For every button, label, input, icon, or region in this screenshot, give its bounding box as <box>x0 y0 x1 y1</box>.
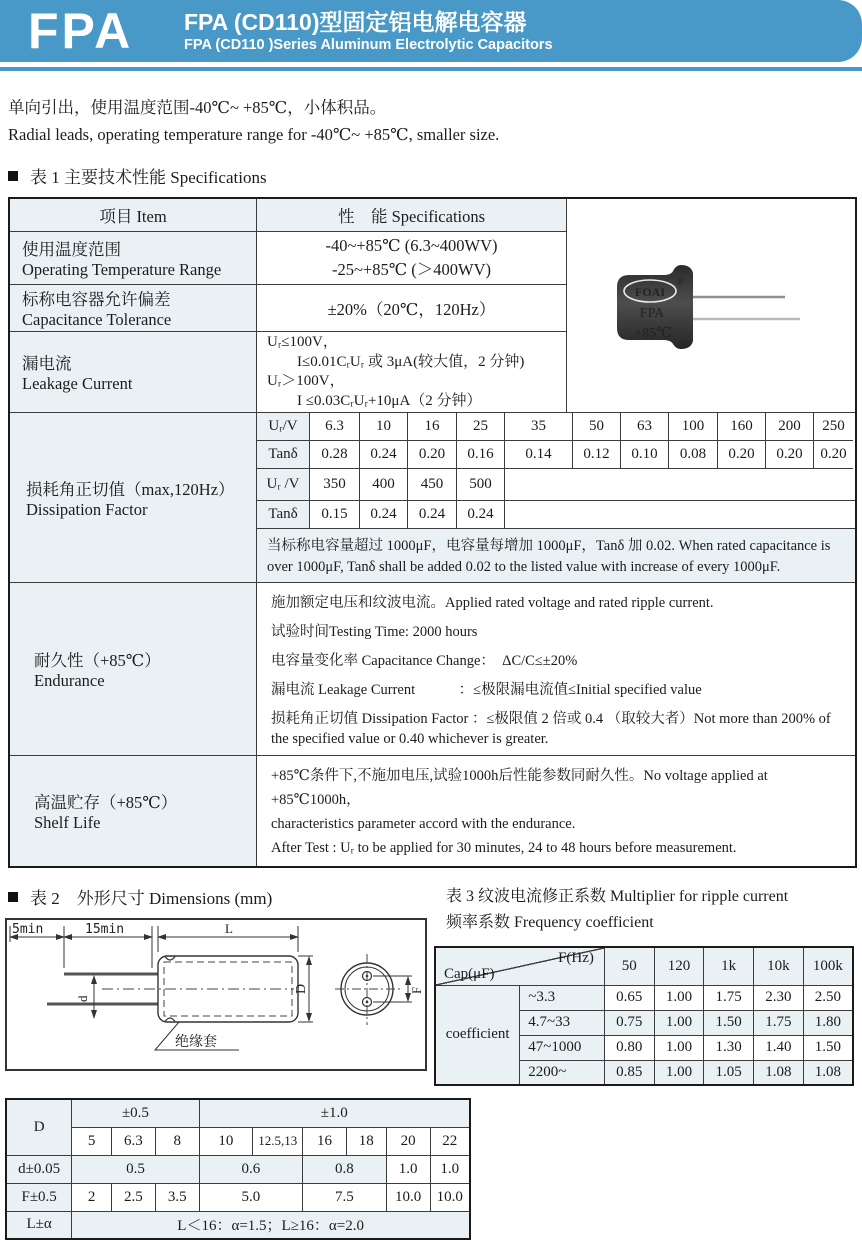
dimension-drawing <box>7 920 425 1069</box>
table-cell: 0.24 <box>408 501 457 529</box>
capacitor-photo-cell <box>567 199 855 412</box>
l-tolerance-rule: L＜16：α=1.5；L≥16：α=2.0 <box>72 1211 470 1239</box>
table-cell: 400 <box>360 469 408 501</box>
diameter-value: 16 <box>303 1127 347 1155</box>
table-cell: 1.80 <box>803 1010 853 1035</box>
table1-top-section <box>10 199 855 413</box>
capacitor-photo <box>567 201 855 411</box>
table-cell: 1.00 <box>654 1035 704 1060</box>
table-row <box>6 1183 470 1211</box>
cap-axis-label: Cap(μF) <box>444 965 495 982</box>
dimensions-block <box>0 884 434 1086</box>
voltage-header: Uᵣ /V <box>257 469 310 501</box>
freq-header: 100k <box>803 947 853 985</box>
coefficient-label: coefficient <box>435 985 520 1085</box>
endurance-label-zh: 耐久性（+85℃） <box>34 651 161 670</box>
voltage-header: Uᵣ/V <box>257 413 310 441</box>
temp-range-value-2: -25~+85℃ (＞400WV) <box>331 260 492 279</box>
dimension-drawing-box <box>5 918 427 1071</box>
table-cell: 1.08 <box>753 1060 803 1085</box>
freq-header: 10k <box>753 947 803 985</box>
table-cell: 1.75 <box>753 1010 803 1035</box>
table-cell: 35 <box>505 413 573 441</box>
table-cell: 5.0 <box>199 1183 303 1211</box>
table-cell: 350 <box>310 469 360 501</box>
table-cell: 0.10 <box>621 441 669 469</box>
intro-line-zh: 单向引出，使用温度范围-40℃~ +85℃，小体积品。 <box>8 98 387 117</box>
table1-heading-text: 表 1 主要技术性能 Specifications <box>30 168 267 187</box>
table-cell: 0.85 <box>604 1060 654 1085</box>
registered-mark: ® <box>676 276 684 288</box>
table-cell: 10.0 <box>386 1183 430 1211</box>
dim-F-label: F <box>409 986 424 994</box>
brand-text: FOAI <box>635 284 665 299</box>
tolerance-small: ±0.5 <box>72 1099 199 1127</box>
table-cell: 0.24 <box>457 501 505 529</box>
endurance-content <box>257 583 855 755</box>
shelf-label-en: Shelf Life <box>34 813 101 832</box>
table-cell: 0.75 <box>604 1010 654 1035</box>
section-2 <box>0 884 862 1086</box>
cap-range: 47~1000 <box>520 1035 605 1060</box>
freq-axis-label: F(Hz) <box>558 950 594 966</box>
ripple-block <box>434 884 855 1086</box>
diameter-value: 18 <box>346 1127 386 1155</box>
table1-heading <box>8 163 862 188</box>
diameter-value: 12.5,13 <box>253 1127 303 1155</box>
table-cell: 1.40 <box>753 1035 803 1060</box>
table-cell: 1.0 <box>386 1155 430 1183</box>
table-cell: 0.12 <box>573 441 621 469</box>
tolerance-value: ±20%（20℃，120Hz） <box>257 285 567 332</box>
table-row <box>435 985 853 1010</box>
table-cell: 1.05 <box>704 1060 754 1085</box>
table-cell: 1.08 <box>803 1060 853 1085</box>
table-cell: 250 <box>814 413 853 441</box>
dissipation-label-en: Dissipation Factor <box>26 499 148 519</box>
column-header-spec: 性 能 Specifications <box>257 199 567 232</box>
leakage-label-zh: 漏电流 <box>22 354 72 373</box>
freq-header: 1k <box>704 947 754 985</box>
table-row <box>6 1211 470 1239</box>
table-cell: 1.50 <box>803 1035 853 1060</box>
table-cell: 2 <box>72 1183 112 1211</box>
table-cell: 0.20 <box>766 441 814 469</box>
tan-row-1 <box>257 441 855 469</box>
tolerance-large: ±1.0 <box>199 1099 470 1127</box>
table-row <box>6 1099 470 1127</box>
leakage-line-2: I≤0.01CᵣUᵣ 或 3μA(较大值，2 分钟) <box>297 353 525 370</box>
dim-5min-label: 5min <box>12 922 44 937</box>
table-cell: 0.14 <box>505 441 573 469</box>
sleeve-label: 绝缘套 <box>175 1035 217 1050</box>
intro-line-en: Radial leads, operating temperature range for -40℃~ +85℃, smaller size. <box>8 125 500 144</box>
table-row <box>6 1127 470 1155</box>
table-cell: 0.65 <box>604 985 654 1010</box>
table-cell: 0.24 <box>360 501 408 529</box>
shelf-line: +85℃条件下,不施加电压,试验1000h后性能参数同耐久性。No voltage applied at +85℃1000h， <box>271 768 768 808</box>
header-banner <box>0 0 862 62</box>
table-cell: 2.50 <box>803 985 853 1010</box>
freq-header: 50 <box>604 947 654 985</box>
table3-heading-1: 表 3 纹波电流修正系数 Multiplier for ripple current <box>446 888 789 905</box>
tolerance-label-zh: 标称电容器允许偏差 <box>22 290 171 309</box>
leakage-value <box>257 332 567 412</box>
dim-d-label: d <box>75 995 90 1002</box>
shelf-label <box>10 756 257 866</box>
table-cell: 0.80 <box>604 1035 654 1060</box>
square-bullet-icon <box>8 171 18 181</box>
table-cell: 200 <box>766 413 814 441</box>
table-row <box>6 1155 470 1183</box>
table-cell: 0.15 <box>310 501 360 529</box>
leakage-label-en: Leakage Current <box>22 374 133 393</box>
table-cell: 1.00 <box>654 1010 704 1035</box>
dim-15min-label: 15min <box>85 922 125 937</box>
shelf-label-zh: 高温贮存（+85℃） <box>34 793 178 812</box>
banner-rule <box>0 67 862 71</box>
dissipation-note: 当标称电容量超过 1000μF，电容量每增加 1000μF，Tanδ 加 0.02. When rated capacitance is over 1000μF, Tanδ shall be added 0.02 to the listed value with increase of every 1000μF. <box>257 529 855 582</box>
temp-mark: +85℃ <box>634 325 672 341</box>
temp-range-value <box>257 232 567 285</box>
shelf-line: After Test : Uᵣ to be applied for 30 minutes, 24 to 48 hours before measurement. <box>271 840 737 856</box>
table-cell: 63 <box>621 413 669 441</box>
voltage-row-2 <box>257 469 855 501</box>
endurance-line: 电容量变化率 Capacitance Change： ΔC/C≤±20% <box>271 653 578 669</box>
diameter-value: 10 <box>199 1127 253 1155</box>
empty-cell <box>505 501 855 529</box>
table-cell: 2.30 <box>753 985 803 1010</box>
diameter-value: 22 <box>430 1127 470 1155</box>
series-mark: FPA <box>639 305 665 321</box>
endurance-line: 施加额定电压和纹波电流。Applied rated voltage and rated ripple current. <box>271 595 714 611</box>
table-cell: 0.20 <box>718 441 766 469</box>
cap-range: ~3.3 <box>520 985 605 1010</box>
table-cell: 6.3 <box>310 413 360 441</box>
title-en: FPA (CD110 )Series Aluminum Electrolytic Capacitors <box>184 37 553 53</box>
table-cell: 10.0 <box>430 1183 470 1211</box>
table-cell: 1.0 <box>430 1155 470 1183</box>
diameter-value: 5 <box>72 1127 112 1155</box>
freq-header: 120 <box>654 947 704 985</box>
leakage-line-3: Uᵣ＞100V， <box>267 373 345 389</box>
temp-range-value-1: -40~+85℃ (6.3~400WV) <box>325 236 498 255</box>
f-row-label: F±0.5 <box>6 1183 72 1211</box>
cap-range: 4.7~33 <box>520 1010 605 1035</box>
table-cell: 1.30 <box>704 1035 754 1060</box>
dissipation-values <box>257 413 855 582</box>
table-cell: 0.20 <box>814 441 853 469</box>
tan-row-2 <box>257 501 855 529</box>
tan-header: Tanδ <box>257 501 310 529</box>
table-cell: 25 <box>457 413 505 441</box>
table-cell: 0.08 <box>669 441 718 469</box>
table-cell: 1.00 <box>654 1060 704 1085</box>
title-zh: FPA (CD110)型固定铝电解电容器 <box>184 9 527 35</box>
table2-heading <box>8 884 434 909</box>
l-row-label: L±α <box>6 1211 72 1239</box>
series-logo: FPA <box>28 3 134 59</box>
temp-range-label-zh: 使用温度范围 <box>22 240 121 259</box>
table-cell: 0.8 <box>303 1155 387 1183</box>
table-cell: 50 <box>573 413 621 441</box>
temp-range-label-en: Operating Temperature Range <box>22 260 222 279</box>
table-cell: 1.50 <box>704 1010 754 1035</box>
table-cell: 16 <box>408 413 457 441</box>
table-cell: 1.75 <box>704 985 754 1010</box>
dissipation-label-zh: 损耗角正切值（max,120Hz） <box>26 479 235 499</box>
shelf-life-section <box>10 756 855 866</box>
voltage-row-1 <box>257 413 855 441</box>
endurance-label <box>10 583 257 755</box>
table-cell: 0.28 <box>310 441 360 469</box>
table-cell: 10 <box>360 413 408 441</box>
shelf-line: characteristics parameter accord with the endurance. <box>271 816 576 832</box>
table3-heading-2: 频率系数 Frequency coefficient <box>446 914 654 931</box>
table-cell: 1.00 <box>654 985 704 1010</box>
tan-header: Tanδ <box>257 441 310 469</box>
table-cell: 160 <box>718 413 766 441</box>
diameter-value: 8 <box>155 1127 199 1155</box>
shelf-content <box>257 756 855 866</box>
table-cell: 0.20 <box>408 441 457 469</box>
square-bullet-icon <box>8 892 18 902</box>
cap-range: 2200~ <box>520 1060 605 1085</box>
table-cell: 0.16 <box>457 441 505 469</box>
table-cell: 500 <box>457 469 505 501</box>
diagonal-header-cell <box>435 947 604 985</box>
table2-heading-text: 表 2 外形尺寸 Dimensions (mm) <box>30 889 273 908</box>
temp-range-label <box>10 232 257 285</box>
specifications-table <box>8 197 857 868</box>
dissipation-label <box>10 413 257 582</box>
endurance-section <box>10 583 855 756</box>
case-dimensions-table <box>5 1098 471 1240</box>
table-cell: 0.6 <box>199 1155 303 1183</box>
leakage-line-1: Uᵣ≤100V， <box>267 334 338 350</box>
table-cell: 100 <box>669 413 718 441</box>
table-cell: 2.5 <box>112 1183 156 1211</box>
ripple-coefficient-table <box>434 946 854 1086</box>
diameter-corner: D <box>6 1099 72 1155</box>
table-cell: 0.24 <box>360 441 408 469</box>
empty-cell <box>505 469 855 501</box>
table-row <box>435 947 853 985</box>
diameter-value: 6.3 <box>112 1127 156 1155</box>
endurance-line: 试验时间Testing Time: 2000 hours <box>271 624 478 640</box>
leakage-line-4: I ≤0.03CᵣUᵣ+10μA（2 分钟） <box>297 392 482 409</box>
leakage-label <box>10 332 257 412</box>
endurance-label-en: Endurance <box>34 671 105 690</box>
dim-D-label: D <box>294 983 309 994</box>
d-row-label: d±0.05 <box>6 1155 72 1183</box>
tolerance-label-en: Capacitance Tolerance <box>22 310 172 329</box>
dissipation-section <box>10 413 855 583</box>
table-cell: 450 <box>408 469 457 501</box>
endurance-line: 损耗角正切值 Dissipation Factor ：≤极限值 2 倍或 0.4 （取较大者）Not more than 200% of the specified value or 0.40 whichever is greater. <box>271 711 831 747</box>
dim-L-label: L <box>225 921 233 936</box>
diameter-value: 20 <box>386 1127 430 1155</box>
endurance-line: 漏电流 Leakage Current ：≤极限漏电流值≤Initial specified value <box>271 682 702 698</box>
tolerance-label <box>10 285 257 332</box>
table-cell: 7.5 <box>303 1183 387 1211</box>
intro-paragraph <box>8 94 862 148</box>
table-cell: 0.5 <box>72 1155 199 1183</box>
table-cell: 3.5 <box>155 1183 199 1211</box>
column-header-item: 项目 Item <box>10 199 257 232</box>
